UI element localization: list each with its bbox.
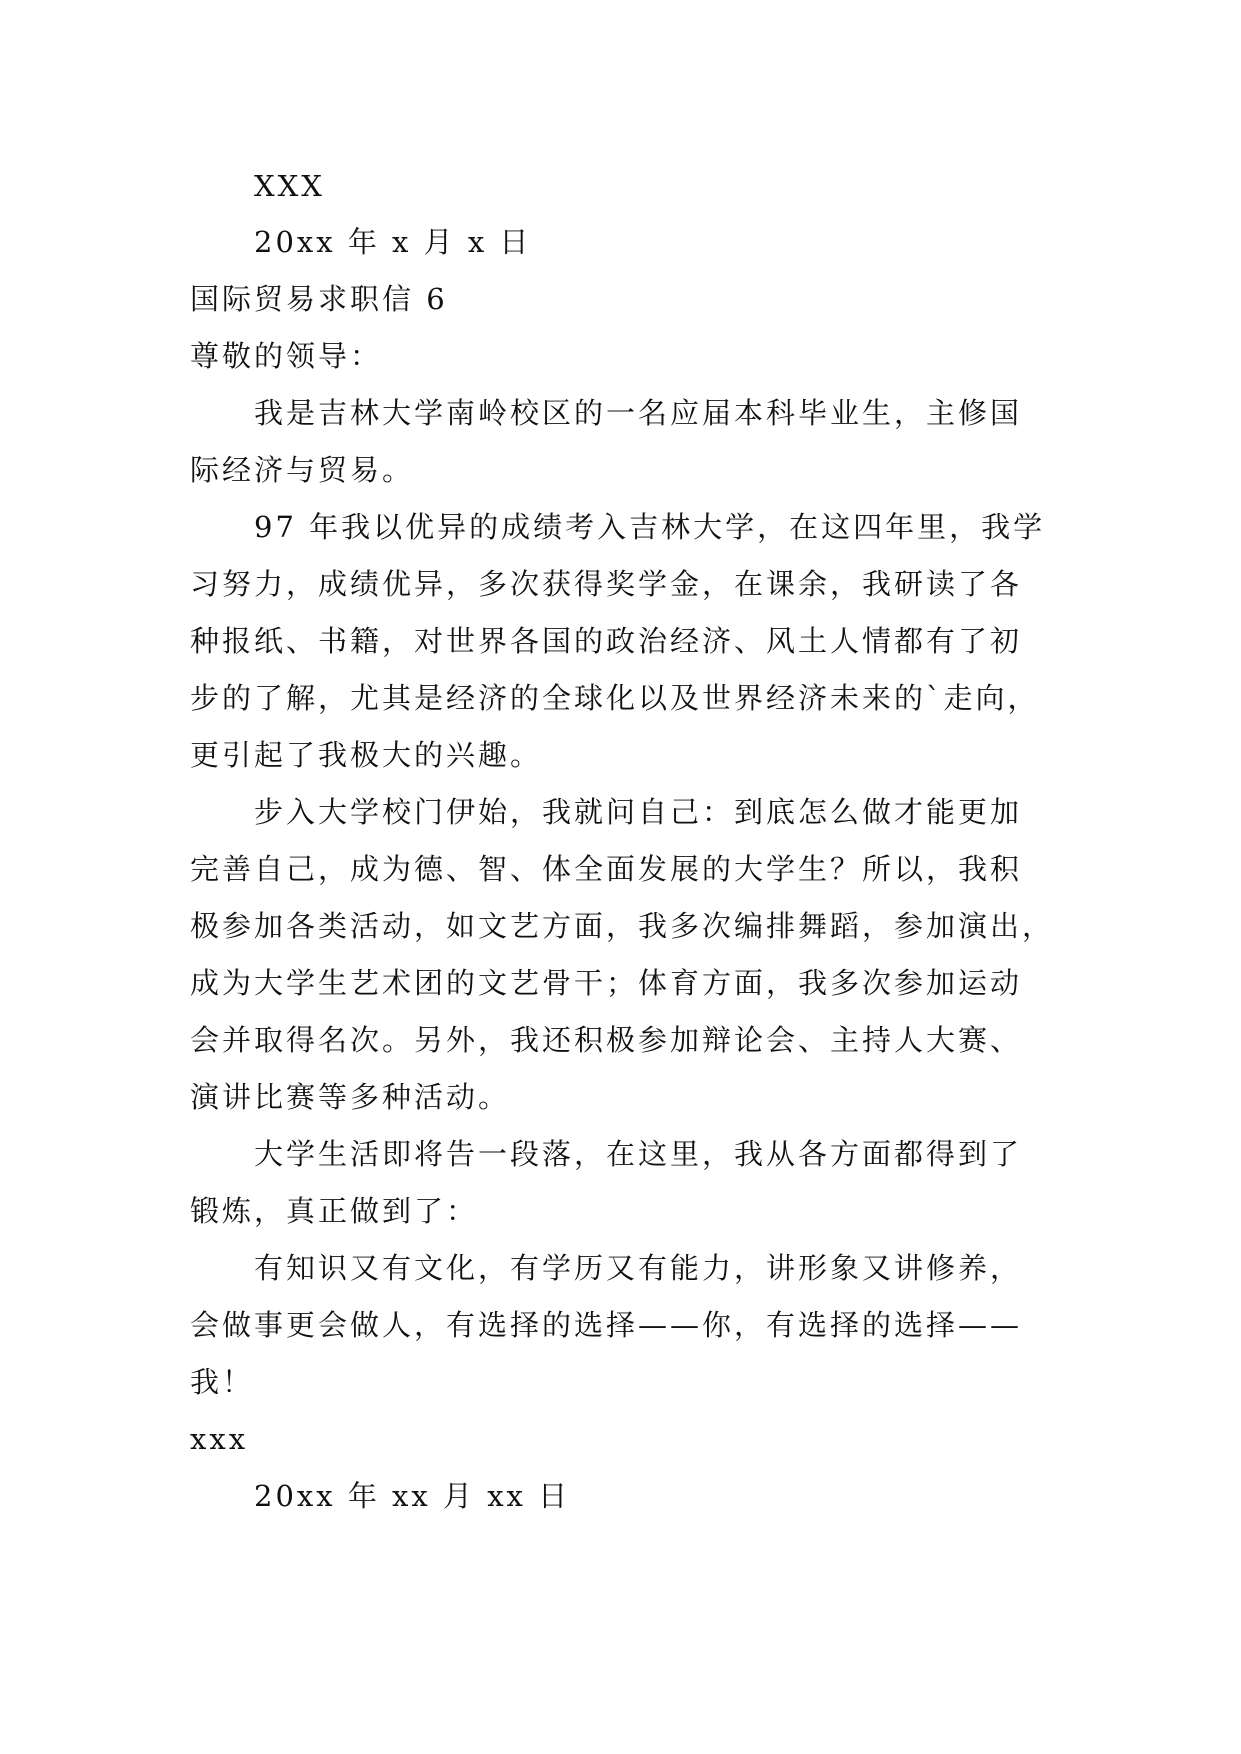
paragraph-line: 成为大学生艺术团的文艺骨干；体育方面，我多次参加运动 — [190, 966, 1023, 1000]
letter-title: 国际贸易求职信 6 — [190, 282, 448, 316]
paragraph-line: 97 年我以优异的成绩考入吉林大学，在这四年里，我学 — [254, 510, 1046, 544]
paragraph-line: 步的了解，尤其是经济的全球化以及世界经济未来的`走向， — [190, 681, 1040, 715]
paragraph-line: 会做事更会做人，有选择的选择——你，有选择的选择—— — [190, 1308, 1023, 1342]
paragraph-line: 极参加各类活动，如文艺方面，我多次编排舞蹈，参加演出， — [190, 909, 1055, 943]
paragraph-line: 际经济与贸易。 — [190, 453, 415, 487]
signature-name: XXX — [254, 169, 325, 203]
salutation: 尊敬的领导： — [190, 339, 383, 373]
paragraph-line: 会并取得名次。另外，我还积极参加辩论会、主持人大赛、 — [190, 1023, 1023, 1057]
closing-signature-name: xxx — [190, 1422, 249, 1456]
paragraph-line: 演讲比赛等多种活动。 — [190, 1080, 511, 1114]
signature-date: 20xx 年 x 月 x 日 — [254, 225, 532, 259]
paragraph-line: 锻炼，真正做到了： — [190, 1194, 479, 1228]
paragraph-line: 我！ — [190, 1365, 255, 1399]
paragraph-line: 种报纸、书籍，对世界各国的政治经济、风土人情都有了初 — [190, 624, 1023, 658]
paragraph-line: 步入大学校门伊始，我就问自己：到底怎么做才能更加 — [254, 795, 1023, 829]
paragraph-line: 习努力，成绩优异，多次获得奖学金，在课余，我研读了各 — [190, 567, 1023, 601]
paragraph-line: 完善自己，成为德、智、体全面发展的大学生？所以，我积 — [190, 852, 1023, 886]
paragraph-line: 我是吉林大学南岭校区的一名应届本科毕业生，主修国 — [254, 396, 1023, 430]
paragraph-line: 更引起了我极大的兴趣。 — [190, 738, 543, 772]
closing-date: 20xx 年 xx 月 xx 日 — [254, 1479, 571, 1513]
paragraph-line: 有知识又有文化，有学历又有能力，讲形象又讲修养， — [254, 1251, 1023, 1285]
paragraph-line: 大学生活即将告一段落，在这里，我从各方面都得到了 — [254, 1137, 1023, 1171]
